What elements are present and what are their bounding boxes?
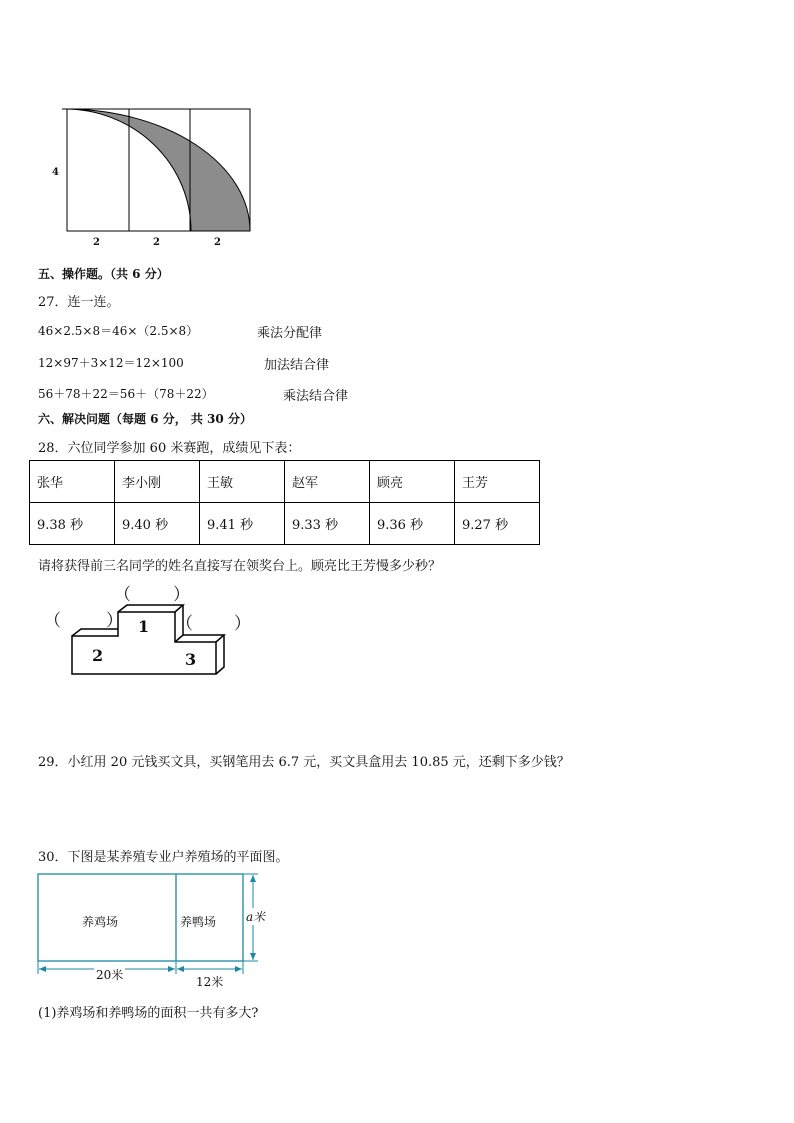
width-label-2: 2 bbox=[153, 237, 160, 248]
time-cell: 9.40 秒 bbox=[115, 503, 200, 545]
name-cell: 王敏 bbox=[200, 461, 285, 503]
equation-1: 46×2.5×8＝46×（2.5×8） bbox=[38, 324, 199, 338]
table-row bbox=[30, 503, 540, 545]
blank-third-close[interactable]: ） bbox=[234, 614, 251, 634]
width-label-1: 2 bbox=[93, 237, 100, 248]
table-row bbox=[30, 461, 540, 503]
duck-farm-label: 养鸭场 bbox=[180, 915, 217, 929]
blank-second-open[interactable]: （ bbox=[44, 611, 61, 631]
chicken-farm-label: 养鸡场 bbox=[82, 915, 119, 929]
name-cell: 张华 bbox=[30, 461, 115, 503]
q28-title: 28．六位同学参加 60 米赛跑，成绩见下表： bbox=[38, 441, 301, 456]
blank-third-open[interactable]: （ bbox=[176, 614, 193, 634]
width-label-3: 2 bbox=[214, 237, 221, 248]
podium-figure bbox=[70, 600, 230, 680]
farm-plan-figure bbox=[30, 868, 270, 988]
law-1: 乘法分配律 bbox=[257, 326, 323, 341]
blank-first-close[interactable]: ） bbox=[173, 585, 190, 605]
time-cell: 9.38 秒 bbox=[30, 503, 115, 545]
podium-top-right bbox=[183, 635, 224, 642]
section5-title: 五、操作题。（共 6 分） bbox=[38, 267, 169, 281]
blank-second-close[interactable]: ） bbox=[106, 611, 123, 631]
q27-title: 27．连一连。 bbox=[38, 295, 120, 310]
equation-2: 12×97＋3×12＝12×100 bbox=[38, 356, 184, 370]
q28-prompt: 请将获得前三名同学的姓名直接写在领奖台上。顾亮比王芳慢多少秒？ bbox=[38, 559, 442, 574]
time-cell: 9.41 秒 bbox=[200, 503, 285, 545]
q30-title: 30．下图是某养殖专业户养殖场的平面图。 bbox=[38, 850, 289, 865]
time-cell: 9.27 秒 bbox=[455, 503, 540, 545]
q30-sub1: (1)养鸡场和养鸭场的面积一共有多大? bbox=[38, 1006, 259, 1021]
time-cell: 9.33 秒 bbox=[285, 503, 370, 545]
podium-place-2: 2 bbox=[92, 646, 104, 665]
podium-top-center bbox=[118, 605, 183, 612]
name-cell: 王芳 bbox=[455, 461, 540, 503]
width-12m-label: 12米 bbox=[196, 975, 224, 989]
shaded-area-figure bbox=[50, 100, 265, 260]
height-label: 4 bbox=[52, 167, 59, 178]
blank-first-open[interactable]: （ bbox=[114, 585, 131, 605]
name-cell: 赵军 bbox=[285, 461, 370, 503]
time-cell: 9.36 秒 bbox=[370, 503, 455, 545]
equation-3: 56＋78＋22＝56＋（78＋22） bbox=[38, 387, 214, 401]
law-2: 加法结合律 bbox=[264, 358, 330, 373]
section6-title: 六、解决问题（每题 6 分， 共 30 分） bbox=[38, 412, 252, 426]
name-cell: 李小刚 bbox=[115, 461, 200, 503]
law-3: 乘法结合律 bbox=[283, 389, 349, 404]
width-20m-label: 20米 bbox=[96, 968, 124, 982]
name-cell: 顾亮 bbox=[370, 461, 455, 503]
shaded-crescent bbox=[65, 109, 250, 231]
q29-title: 29．小红用 20 元钱买文具，买钢笔用去 6.7 元，买文具盒用去 10.85 元，还剩下多少钱？ bbox=[38, 755, 570, 770]
race-results-table bbox=[29, 460, 540, 545]
height-a-label: a米 bbox=[246, 910, 266, 924]
podium-place-3: 3 bbox=[185, 650, 197, 669]
podium-place-1: 1 bbox=[138, 617, 150, 636]
